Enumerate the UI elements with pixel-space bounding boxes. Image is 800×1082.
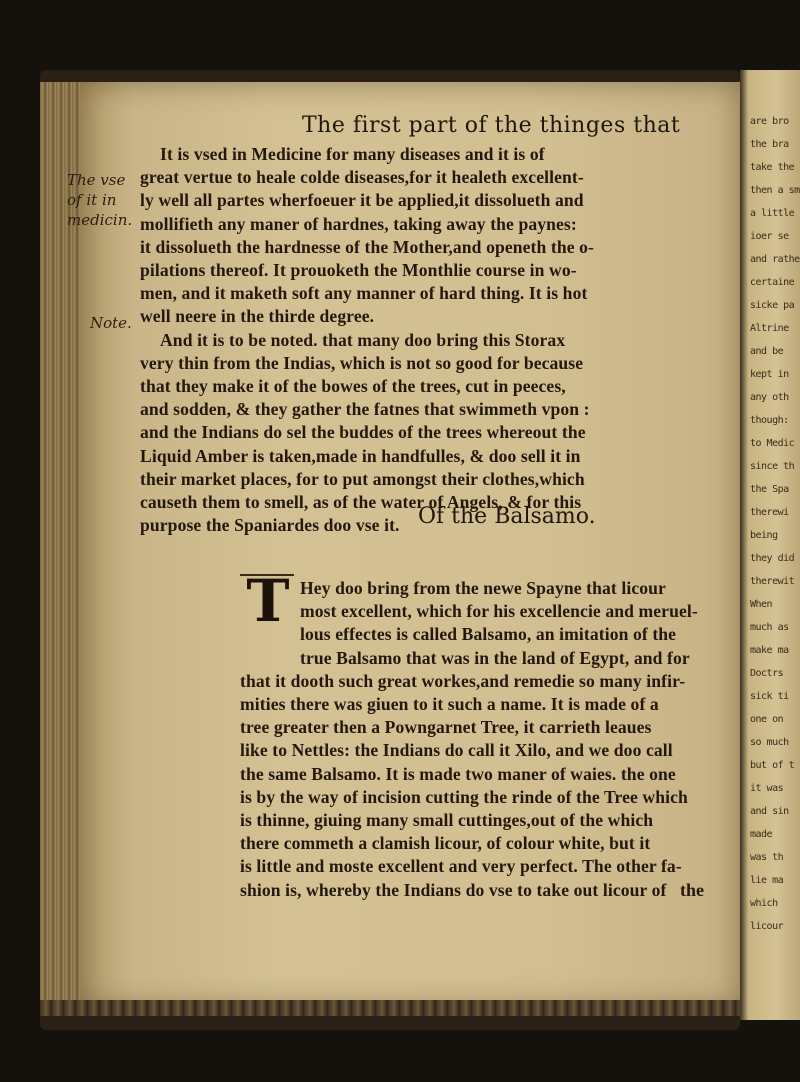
- facing-page-line: licour: [750, 921, 784, 932]
- facing-page-line: Altrine: [750, 323, 789, 334]
- facing-page-line: so much: [750, 737, 789, 748]
- text-line: Liquid Amber is taken,made in handfulles, & doo sell it in: [140, 445, 581, 466]
- text-line: mities there was giuen to it such a name. It is made of a: [240, 694, 659, 714]
- drop-cap: T: [246, 567, 290, 635]
- facing-page-line: sick ti: [750, 691, 789, 702]
- section-title: Of the Balsamo.: [418, 504, 596, 529]
- margin-note-use: The vse of it in medicin.: [67, 171, 133, 229]
- text-line: is thinne, giuing many small cuttinges,out of the which: [240, 810, 654, 831]
- facing-page-line: any oth: [750, 392, 789, 403]
- facing-page-line: and be: [750, 346, 784, 357]
- text-line: is little and moste excellent and very perfect. The other fa-: [240, 856, 682, 877]
- facing-page-line: and sin: [750, 806, 789, 817]
- facing-page-line: but of t: [750, 760, 795, 771]
- facing-page-line: therewi: [750, 507, 789, 518]
- facing-page-line: certaine: [750, 277, 795, 288]
- facing-page-line: one on: [750, 714, 784, 725]
- text-line: it dissolueth the hardnesse of the Mother,and openeth the o-: [140, 236, 595, 257]
- text-line: most excellent, which for his excellencie and meruel-: [300, 601, 698, 622]
- text-line: men, and it maketh soft any manner of hard thing. It is hot: [140, 283, 588, 304]
- text-line: true Balsamo that was in the land of Egypt, and for: [300, 647, 690, 668]
- facing-page-line: since th: [750, 461, 795, 472]
- facing-page-line: sicke pa: [750, 300, 795, 311]
- text-line: very thin from the Indias, which is not so good for because: [140, 352, 584, 373]
- facing-page-line: therewit: [750, 576, 795, 587]
- text-line: there commeth a clamish licour, of colour white, but it: [240, 833, 651, 854]
- text-line: Hey doo bring from the newe Spayne that licour: [300, 578, 666, 598]
- text-line: the same Balsamo. It is made two maner of waies. the one: [240, 763, 676, 784]
- facing-page-line: it was: [750, 783, 784, 794]
- facing-page-line: the bra: [750, 139, 789, 150]
- facing-page-line: they did: [750, 553, 795, 564]
- body-text-block-cap-4: [300, 647, 730, 670]
- text-line: purpose the Spaniardes doo vse it.: [140, 515, 400, 536]
- text-line: ly well all partes wherfoeuer it be applied,it dissolueth and: [140, 190, 584, 211]
- facing-page-line: to Medic: [750, 438, 795, 449]
- text-line: like to Nettles: the Indians do call it Xilo, and we doo call: [240, 740, 673, 761]
- facing-page-line: ioer se: [750, 231, 789, 242]
- text-line: It is vsed in Medicine for many diseases and it is of: [160, 144, 545, 164]
- facing-page-line: much as: [750, 622, 789, 633]
- facing-page-line: When: [750, 599, 773, 610]
- catchword: the: [680, 880, 704, 900]
- facing-page-line: lie ma: [750, 875, 784, 886]
- facing-page-line: and rathe: [750, 254, 800, 265]
- facing-page-line: was th: [750, 852, 784, 863]
- running-head: The first part of the thinges that: [302, 113, 681, 138]
- facing-page-line: being: [750, 530, 778, 541]
- text-line: that they make it of the bowes of the trees, cut in peeces,: [140, 376, 566, 397]
- facing-page-line: kept in: [750, 369, 789, 380]
- margin-note-note: Note.: [90, 314, 132, 332]
- facing-page-line: Doctrs: [750, 668, 784, 679]
- text-line: shion is, whereby the Indians do vse to take out licour of: [240, 879, 667, 900]
- body-text-block-cap: [300, 577, 730, 647]
- text-line: that it dooth such great workes,and remedie so many infir-: [240, 670, 686, 691]
- facing-page-line: which: [750, 898, 778, 909]
- facing-page-line: take the: [750, 162, 795, 173]
- text-line: and the Indians do sel the buddes of the trees whereout the: [140, 422, 586, 443]
- facing-page-line: then a sm: [750, 185, 800, 196]
- text-line: causeth them to smell, as of the water of Angels, & for this: [140, 492, 582, 513]
- text-line: well neere in the thirde degree.: [140, 306, 375, 327]
- text-line: their market places, for to put amongst their clothes,which: [140, 468, 585, 489]
- facing-page-line: are bro: [750, 116, 789, 127]
- text-line: And it is to be noted. that many doo bring this Storax: [160, 329, 566, 350]
- facing-page-line: a little: [750, 208, 795, 219]
- text-line: lous effectes is called Balsamo, an imitation of the: [300, 624, 677, 645]
- facing-page-line: the Spa: [750, 484, 789, 495]
- text-line: is by the way of incision cutting the rinde of the Tree which: [240, 786, 688, 807]
- text-line: tree greater then a Powngarnet Tree, it carrieth leaues: [240, 717, 652, 738]
- text-line: mollifieth any maner of hardnes, taking away the paynes:: [140, 213, 577, 234]
- text-line: and sodden, & they gather the fatnes that swimmeth vpon :: [140, 399, 590, 420]
- facing-page-line: though:: [750, 415, 789, 426]
- body-text-block-2: [240, 670, 730, 902]
- facing-page-line: made: [750, 829, 773, 840]
- body-text-block: [140, 143, 730, 537]
- text-line: great vertue to heale colde diseases,for it healeth excellent-: [140, 167, 584, 188]
- facing-page-line: make ma: [750, 645, 789, 656]
- text-line: pilations thereof. It prouoketh the Monthlie course in wo-: [140, 260, 577, 281]
